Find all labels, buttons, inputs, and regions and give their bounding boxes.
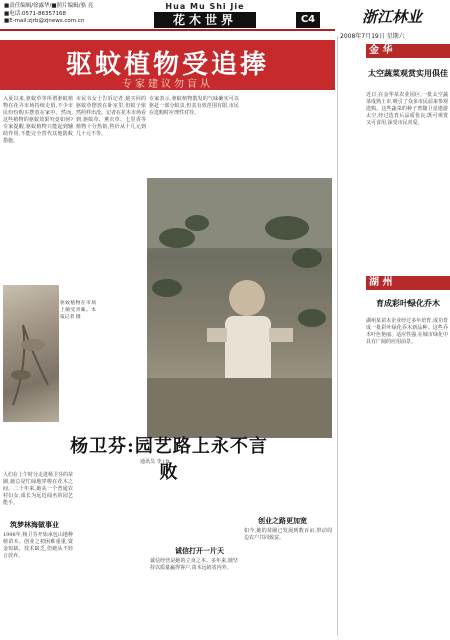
section-pinyin: Hua Mu Shi Jie (165, 2, 245, 11)
huzhou-text: 湖州某苗木企业经过多年培育,成功育成一批彩叶绿化乔木新品种。这些乔木叶色艳丽、适应性强,在城市绿化中具有广阔的应用前景。 (366, 318, 448, 345)
photo-caption: 驱蚊植物在市场上颇受青睐。本报记者 摄 (60, 301, 96, 320)
section-separator (395, 290, 423, 296)
huzhou-title: 育成彩叶绿化乔木 (376, 298, 440, 308)
feature-paragraph: 人们在上午时分走进杨卫芬的苗圃,她总是忙碌地穿梭在花木之间。二十年来,她从一个普通农村妇女,成长为远近闻名的园艺能手。 (3, 472, 74, 506)
editor-line: ■责任编辑/徐露华/■照片编辑/骆 亮 (4, 3, 94, 9)
story-paragraph: 市民韦女士告诉记者,她买回的驱蚊草摆放在卧室里,但蚊子依然照样出没。记者在花木市场看到,驱蚊草、薰衣草、七里香等植物十分热销,售价从十几元到几十元不等。 (76, 96, 147, 137)
feature-photo (147, 178, 332, 438)
story-paragraph: 专家表示,驱蚊植物散发的气味确实可以驱赶一部分蚊虫,但其有效范围有限,市民在选购时应理性对待。 (149, 96, 239, 116)
region-tag-huzhou: 湖 州 (366, 276, 450, 290)
headline-subtitle: 专家建议勿盲从 (122, 79, 213, 90)
publication-date: 2008年7月19日 星期六 (340, 33, 405, 40)
feature-paragraph: 如今,她的苗圃已发展到数百亩,带动周边农户共同致富。 (244, 528, 332, 541)
story-column-4 (244, 96, 332, 174)
feature-subhead-1: 筑梦林海做事业 (10, 520, 59, 529)
phone-line: ■电话:0571-86357168 (4, 10, 67, 17)
region-tag-jinhua: 金 华 (366, 44, 450, 58)
feature-subhead-3: 创业之路更加宽 (258, 516, 307, 525)
jinhua-title: 太空蔬菜观赏实用俱佳 (368, 68, 448, 78)
gardener-illustration (147, 178, 332, 438)
mosquito-plant-photo (3, 285, 59, 422)
story-column-3 (149, 96, 239, 174)
feature-paragraph: 诚信经营是她的立身之本。多年来,她坚持以质量赢得客户,苗木远销省内外。 (150, 558, 238, 571)
feature-column-1-intro (3, 472, 74, 506)
story-column-1 (3, 96, 73, 282)
editor-info (4, 3, 93, 26)
headline-title: 驱蚊植物受追捧 (65, 50, 269, 80)
plant-illustration (3, 285, 59, 422)
header-rule (0, 29, 335, 31)
story-paragraph: 入夏以来,驱蚊草等所谓驱蚊植物在花卉市场持续走俏,不少市民纷纷购买摆放在家中。然而,这些植物的驱蚊效果究竟如何?专家提醒,驱蚊植物只能起到辅助作用,不能完全替代其他防蚊措施。 (3, 96, 73, 144)
feature-byline: 通讯员 李 j b (140, 459, 170, 465)
feature-title: 杨卫芬:园艺路上永不言败 (70, 436, 268, 483)
feature-column-2 (76, 472, 146, 636)
feature-column-1 (3, 532, 73, 636)
feature-paragraph: 1998年,杨卫芬开始承包山地种植苗木。创业之初困难重重,资金短缺、技术缺乏,但她从不轻言放弃。 (3, 532, 73, 559)
column-divider (337, 36, 338, 636)
feature-subhead-2: 诚信打开一片天 (175, 546, 224, 555)
feature-column-4 (244, 528, 332, 636)
email-line: ■E-mail:zjrb@zjnews.com.cn (4, 18, 85, 24)
paper-name: 浙江林业 (362, 8, 423, 26)
section-name: 花木世界 (154, 12, 256, 28)
jinhua-text: 近日,在金华某农业园区,一批太空蔬菜成熟上市,吸引了众多市民前来参观选购。这些蔬菜的种子曾随卫星遨游太空,经过选育后品质优良,既可观赏又可食用,深受市民喜爱。 (366, 92, 448, 126)
page-number: C4 (296, 12, 320, 28)
feature-column-3 (150, 558, 238, 636)
story-column-2 (76, 96, 146, 282)
